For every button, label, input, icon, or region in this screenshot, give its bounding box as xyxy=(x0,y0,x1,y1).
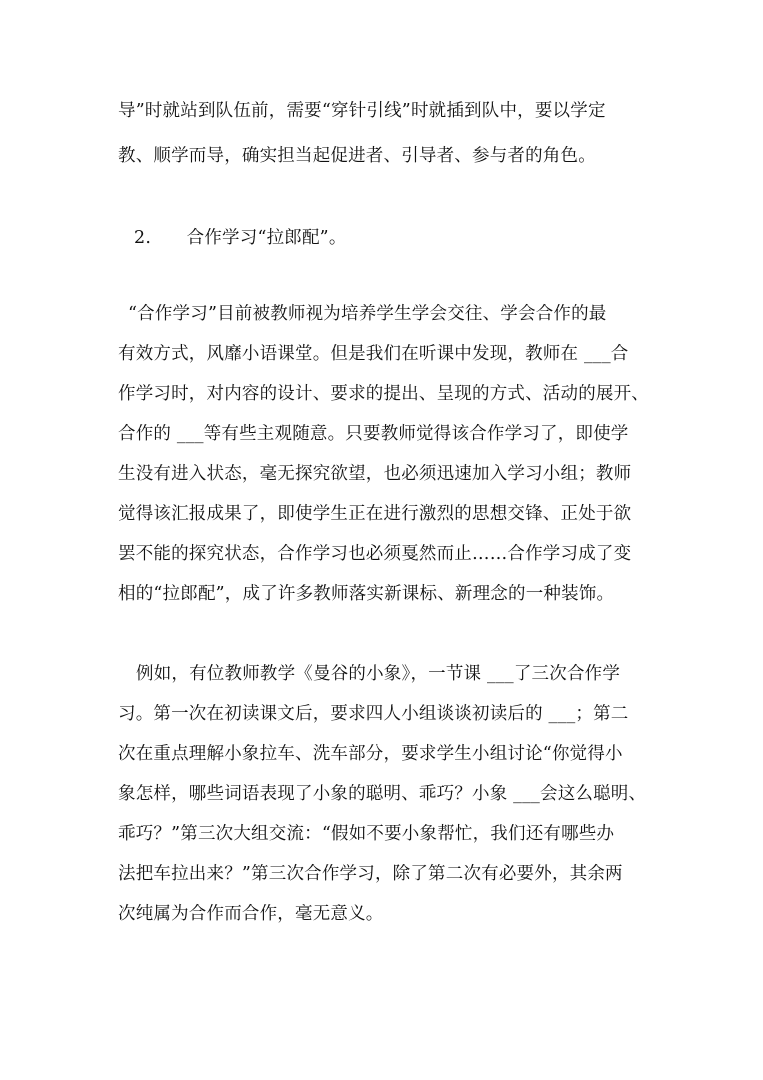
paragraph-line: 导”时就站到队伍前，需要“穿针引线”时就插到队中，要以学定 xyxy=(118,101,606,121)
paragraph-line: 习。第一次在初读课文后，要求四人小组谈谈初读后的 ___；第二 xyxy=(118,704,629,724)
paragraph-line: 次在重点理解小象拉车、洗车部分，要求学生小组讨论“你觉得小 xyxy=(118,744,623,764)
paragraph-line: “合作学习”目前被教师视为培养学生学会交往、学会合作的最 xyxy=(128,304,607,324)
section-number: 2. xyxy=(134,228,152,248)
paragraph-line: 合作的 ___等有些主观随意。只要教师觉得该合作学习了，即使学 xyxy=(118,424,629,444)
paragraph-line: 例如，有位教师教学《曼谷的小象》，一节课 ___了三次合作学 xyxy=(136,664,621,684)
paragraph-line: 法把车拉出来？”第三次合作学习，除了第二次有必要外，其余两 xyxy=(118,864,623,884)
paragraph-line: 觉得该汇报成果了，即使学生正在进行激烈的思想交锋、正处于欲 xyxy=(118,504,632,524)
paragraph-line: 作学习时，对内容的设计、要求的提出、呈现的方式、活动的展开、 xyxy=(118,384,649,404)
paragraph-line: 次纯属为合作而合作，毫无意义。 xyxy=(118,904,384,924)
paragraph-line: 相的“拉郎配”，成了许多教师落实新课标、新理念的一种装饰。 xyxy=(118,584,615,604)
section-heading xyxy=(134,227,347,249)
paragraph-line: 罢不能的探究状态，合作学习也必须戛然而止……合作学习成了变 xyxy=(118,544,632,564)
paragraph-line: 教、顺学而导，确实担当起促进者、引导者、参与者的角色。 xyxy=(118,146,596,166)
section-title: 合作学习“拉郎配”。 xyxy=(186,228,347,248)
paragraph-line: 象怎样，哪些词语表现了小象的聪明、乖巧？小象 ___会这么聪明、 xyxy=(118,784,647,804)
paragraph-line: 生没有进入状态，毫无探究欲望，也必须迅速加入学习小组；教师 xyxy=(118,464,632,484)
paragraph-line: 有效方式，风靡小语课堂。但是我们在听课中发现，教师在 ___合 xyxy=(118,344,629,364)
paragraph-line: 乖巧？”第三次大组交流：“假如不要小象帮忙，我们还有哪些办 xyxy=(118,824,615,844)
